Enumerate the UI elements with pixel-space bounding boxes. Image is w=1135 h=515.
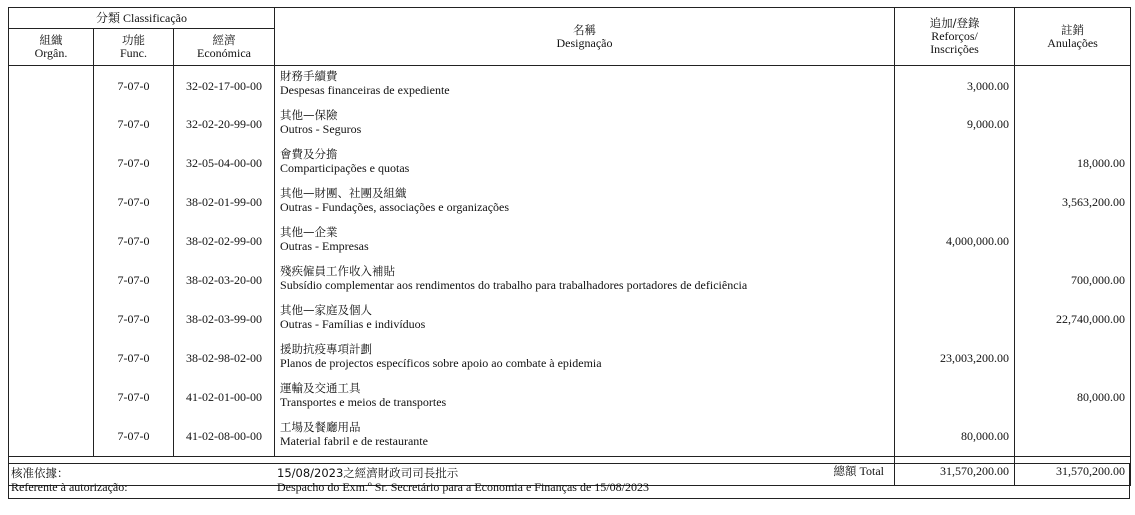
func-cell: 7-07-0 bbox=[94, 417, 174, 457]
econ-cell: 38-02-03-99-00 bbox=[174, 300, 275, 339]
authorization-label bbox=[11, 466, 128, 494]
func-cell: 7-07-0 bbox=[94, 105, 174, 144]
designation-cell bbox=[275, 222, 895, 261]
func-cell: 7-07-0 bbox=[94, 339, 174, 378]
annulments-header-pt: Anulações bbox=[1047, 35, 1098, 50]
organ-cell bbox=[9, 378, 94, 417]
reinforcement-cell bbox=[895, 183, 1015, 222]
organ-header-pt: Orgân. bbox=[34, 46, 68, 60]
designation-zh: 其他—財團、社團及組織 bbox=[280, 186, 407, 200]
annulment-cell bbox=[1015, 66, 1131, 106]
econ-cell: 32-02-17-00-00 bbox=[174, 66, 275, 106]
organ-cell bbox=[9, 300, 94, 339]
table-row bbox=[9, 339, 1131, 378]
authorization-label-zh: 核准依據： bbox=[11, 466, 69, 480]
table-row bbox=[9, 378, 1131, 417]
reinforcement-cell: 4,000,000.00 bbox=[895, 222, 1015, 261]
designation-zh: 工場及餐廳用品 bbox=[280, 420, 361, 434]
reinforcements-header-pt: Reforços/ Inscrições bbox=[930, 29, 979, 56]
annulment-cell: 80,000.00 bbox=[1015, 378, 1131, 417]
designation-zh: 財務手續費 bbox=[280, 69, 338, 83]
func-cell: 7-07-0 bbox=[94, 144, 174, 183]
designation-header bbox=[275, 8, 895, 66]
designation-cell bbox=[275, 261, 895, 300]
reinforcements-header-zh: 追加/登錄 bbox=[929, 16, 980, 30]
reinforcement-cell bbox=[895, 378, 1015, 417]
total-label-pt: Total bbox=[859, 463, 885, 478]
econ-header bbox=[174, 29, 275, 66]
reinforcement-cell: 9,000.00 bbox=[895, 105, 1015, 144]
annulment-cell: 18,000.00 bbox=[1015, 144, 1131, 183]
designation-cell bbox=[275, 339, 895, 378]
designation-cell bbox=[275, 105, 895, 144]
designation-zh: 運輸及交通工具 bbox=[280, 381, 361, 395]
table-row bbox=[9, 417, 1131, 457]
organ-cell bbox=[9, 417, 94, 457]
designation-zh: 會費及分擔 bbox=[280, 147, 338, 161]
designation-zh: 其他—家庭及個人 bbox=[280, 303, 373, 317]
annulment-cell: 700,000.00 bbox=[1015, 261, 1131, 300]
econ-cell: 41-02-01-00-00 bbox=[174, 378, 275, 417]
designation-pt: Outros - Seguros bbox=[280, 122, 362, 136]
table-row bbox=[9, 144, 1131, 183]
econ-cell: 32-05-04-00-00 bbox=[174, 144, 275, 183]
designation-cell bbox=[275, 417, 895, 457]
func-cell: 7-07-0 bbox=[94, 183, 174, 222]
econ-cell: 41-02-08-00-00 bbox=[174, 417, 275, 457]
reinforcement-cell: 3,000.00 bbox=[895, 66, 1015, 106]
econ-cell: 38-02-03-20-00 bbox=[174, 261, 275, 300]
table-row bbox=[9, 261, 1131, 300]
func-cell: 7-07-0 bbox=[94, 378, 174, 417]
designation-zh: 援助抗疫專項計劃 bbox=[280, 342, 373, 356]
func-cell: 7-07-0 bbox=[94, 300, 174, 339]
designation-zh: 其他—企業 bbox=[280, 225, 338, 239]
econ-cell: 38-02-98-02-00 bbox=[174, 339, 275, 378]
designation-cell bbox=[275, 66, 895, 106]
designation-cell bbox=[275, 378, 895, 417]
table-row bbox=[9, 66, 1131, 106]
budget-document bbox=[8, 7, 1130, 486]
annulment-cell: 22,740,000.00 bbox=[1015, 300, 1131, 339]
designation-cell bbox=[275, 144, 895, 183]
func-header-pt: Func. bbox=[120, 46, 147, 60]
total-reinforcement: 31,570,200.00 bbox=[895, 457, 1015, 486]
designation-cell bbox=[275, 300, 895, 339]
designation-cell bbox=[275, 183, 895, 222]
annulment-cell: 3,563,200.00 bbox=[1015, 183, 1131, 222]
designation-pt: Outras - Fundações, associações e organizações bbox=[280, 200, 510, 214]
table-row bbox=[9, 183, 1131, 222]
designation-header-zh: 名稱 bbox=[573, 22, 597, 37]
designation-header-pt: Designação bbox=[556, 35, 613, 50]
organ-cell bbox=[9, 183, 94, 222]
func-cell: 7-07-0 bbox=[94, 222, 174, 261]
organ-cell bbox=[9, 66, 94, 106]
organ-cell bbox=[9, 222, 94, 261]
designation-pt: Subsídio complementar aos rendimentos do trabalho para trabalhadores portadores de deficiência bbox=[280, 278, 748, 292]
func-cell: 7-07-0 bbox=[94, 261, 174, 300]
annulment-cell bbox=[1015, 339, 1131, 378]
designation-pt: Outras - Famílias e indivíduos bbox=[280, 317, 426, 331]
reinforcement-cell: 80,000.00 bbox=[895, 417, 1015, 457]
econ-header-pt: Económica bbox=[197, 46, 251, 60]
organ-header bbox=[9, 29, 94, 66]
organ-cell bbox=[9, 144, 94, 183]
reinforcement-cell bbox=[895, 300, 1015, 339]
reinforcement-cell bbox=[895, 261, 1015, 300]
authorization-value-pt: Despacho do Exm.º Sr. Secretário para a Economia e Finanças de 15/08/2023 bbox=[277, 480, 649, 494]
annulment-cell bbox=[1015, 417, 1131, 457]
authorization-label-pt: Referente à autorização: bbox=[11, 480, 128, 494]
organ-cell bbox=[9, 339, 94, 378]
designation-pt: Despesas financeiras de expediente bbox=[280, 83, 450, 97]
econ-header-zh: 經濟 bbox=[212, 33, 236, 47]
designation-pt: Transportes e meios de transportes bbox=[280, 395, 447, 409]
table-row bbox=[9, 300, 1131, 339]
reinforcement-cell: 23,003,200.00 bbox=[895, 339, 1015, 378]
designation-pt: Planos de projectos específicos sobre apoio ao combate à epidemia bbox=[280, 356, 602, 370]
designation-pt: Outras - Empresas bbox=[280, 239, 369, 253]
organ-header-zh: 組織 bbox=[39, 33, 63, 47]
annulment-cell bbox=[1015, 105, 1131, 144]
organ-cell bbox=[9, 105, 94, 144]
table-row bbox=[9, 105, 1131, 144]
func-header-zh: 功能 bbox=[122, 33, 145, 47]
designation-zh: 殘疾僱員工作收入補貼 bbox=[280, 264, 396, 278]
func-cell: 7-07-0 bbox=[94, 66, 174, 106]
reinforcement-cell bbox=[895, 144, 1015, 183]
organ-cell bbox=[9, 261, 94, 300]
annulments-header-zh: 註銷 bbox=[1061, 22, 1085, 37]
econ-cell: 32-02-20-99-00 bbox=[174, 105, 275, 144]
authorization-box bbox=[8, 463, 1130, 499]
annulments-header bbox=[1015, 8, 1131, 66]
func-header bbox=[94, 29, 174, 66]
annulment-cell bbox=[1015, 222, 1131, 261]
designation-zh: 其他—保險 bbox=[280, 108, 338, 122]
table-row bbox=[9, 222, 1131, 261]
authorization-value-zh: 15/08/2023之經濟財政司司長批示 bbox=[277, 466, 459, 480]
budget-table bbox=[8, 7, 1131, 486]
econ-cell: 38-02-01-99-00 bbox=[174, 183, 275, 222]
classification-header: 分類 Classificação bbox=[9, 8, 275, 29]
designation-pt: Comparticipações e quotas bbox=[280, 161, 410, 175]
total-label-zh: 總額 bbox=[833, 463, 857, 478]
authorization-value bbox=[277, 466, 649, 494]
designation-pt: Material fabril e de restaurante bbox=[280, 434, 428, 448]
reinforcements-header bbox=[895, 8, 1015, 66]
econ-cell: 38-02-02-99-00 bbox=[174, 222, 275, 261]
total-annulment: 31,570,200.00 bbox=[1015, 457, 1131, 486]
